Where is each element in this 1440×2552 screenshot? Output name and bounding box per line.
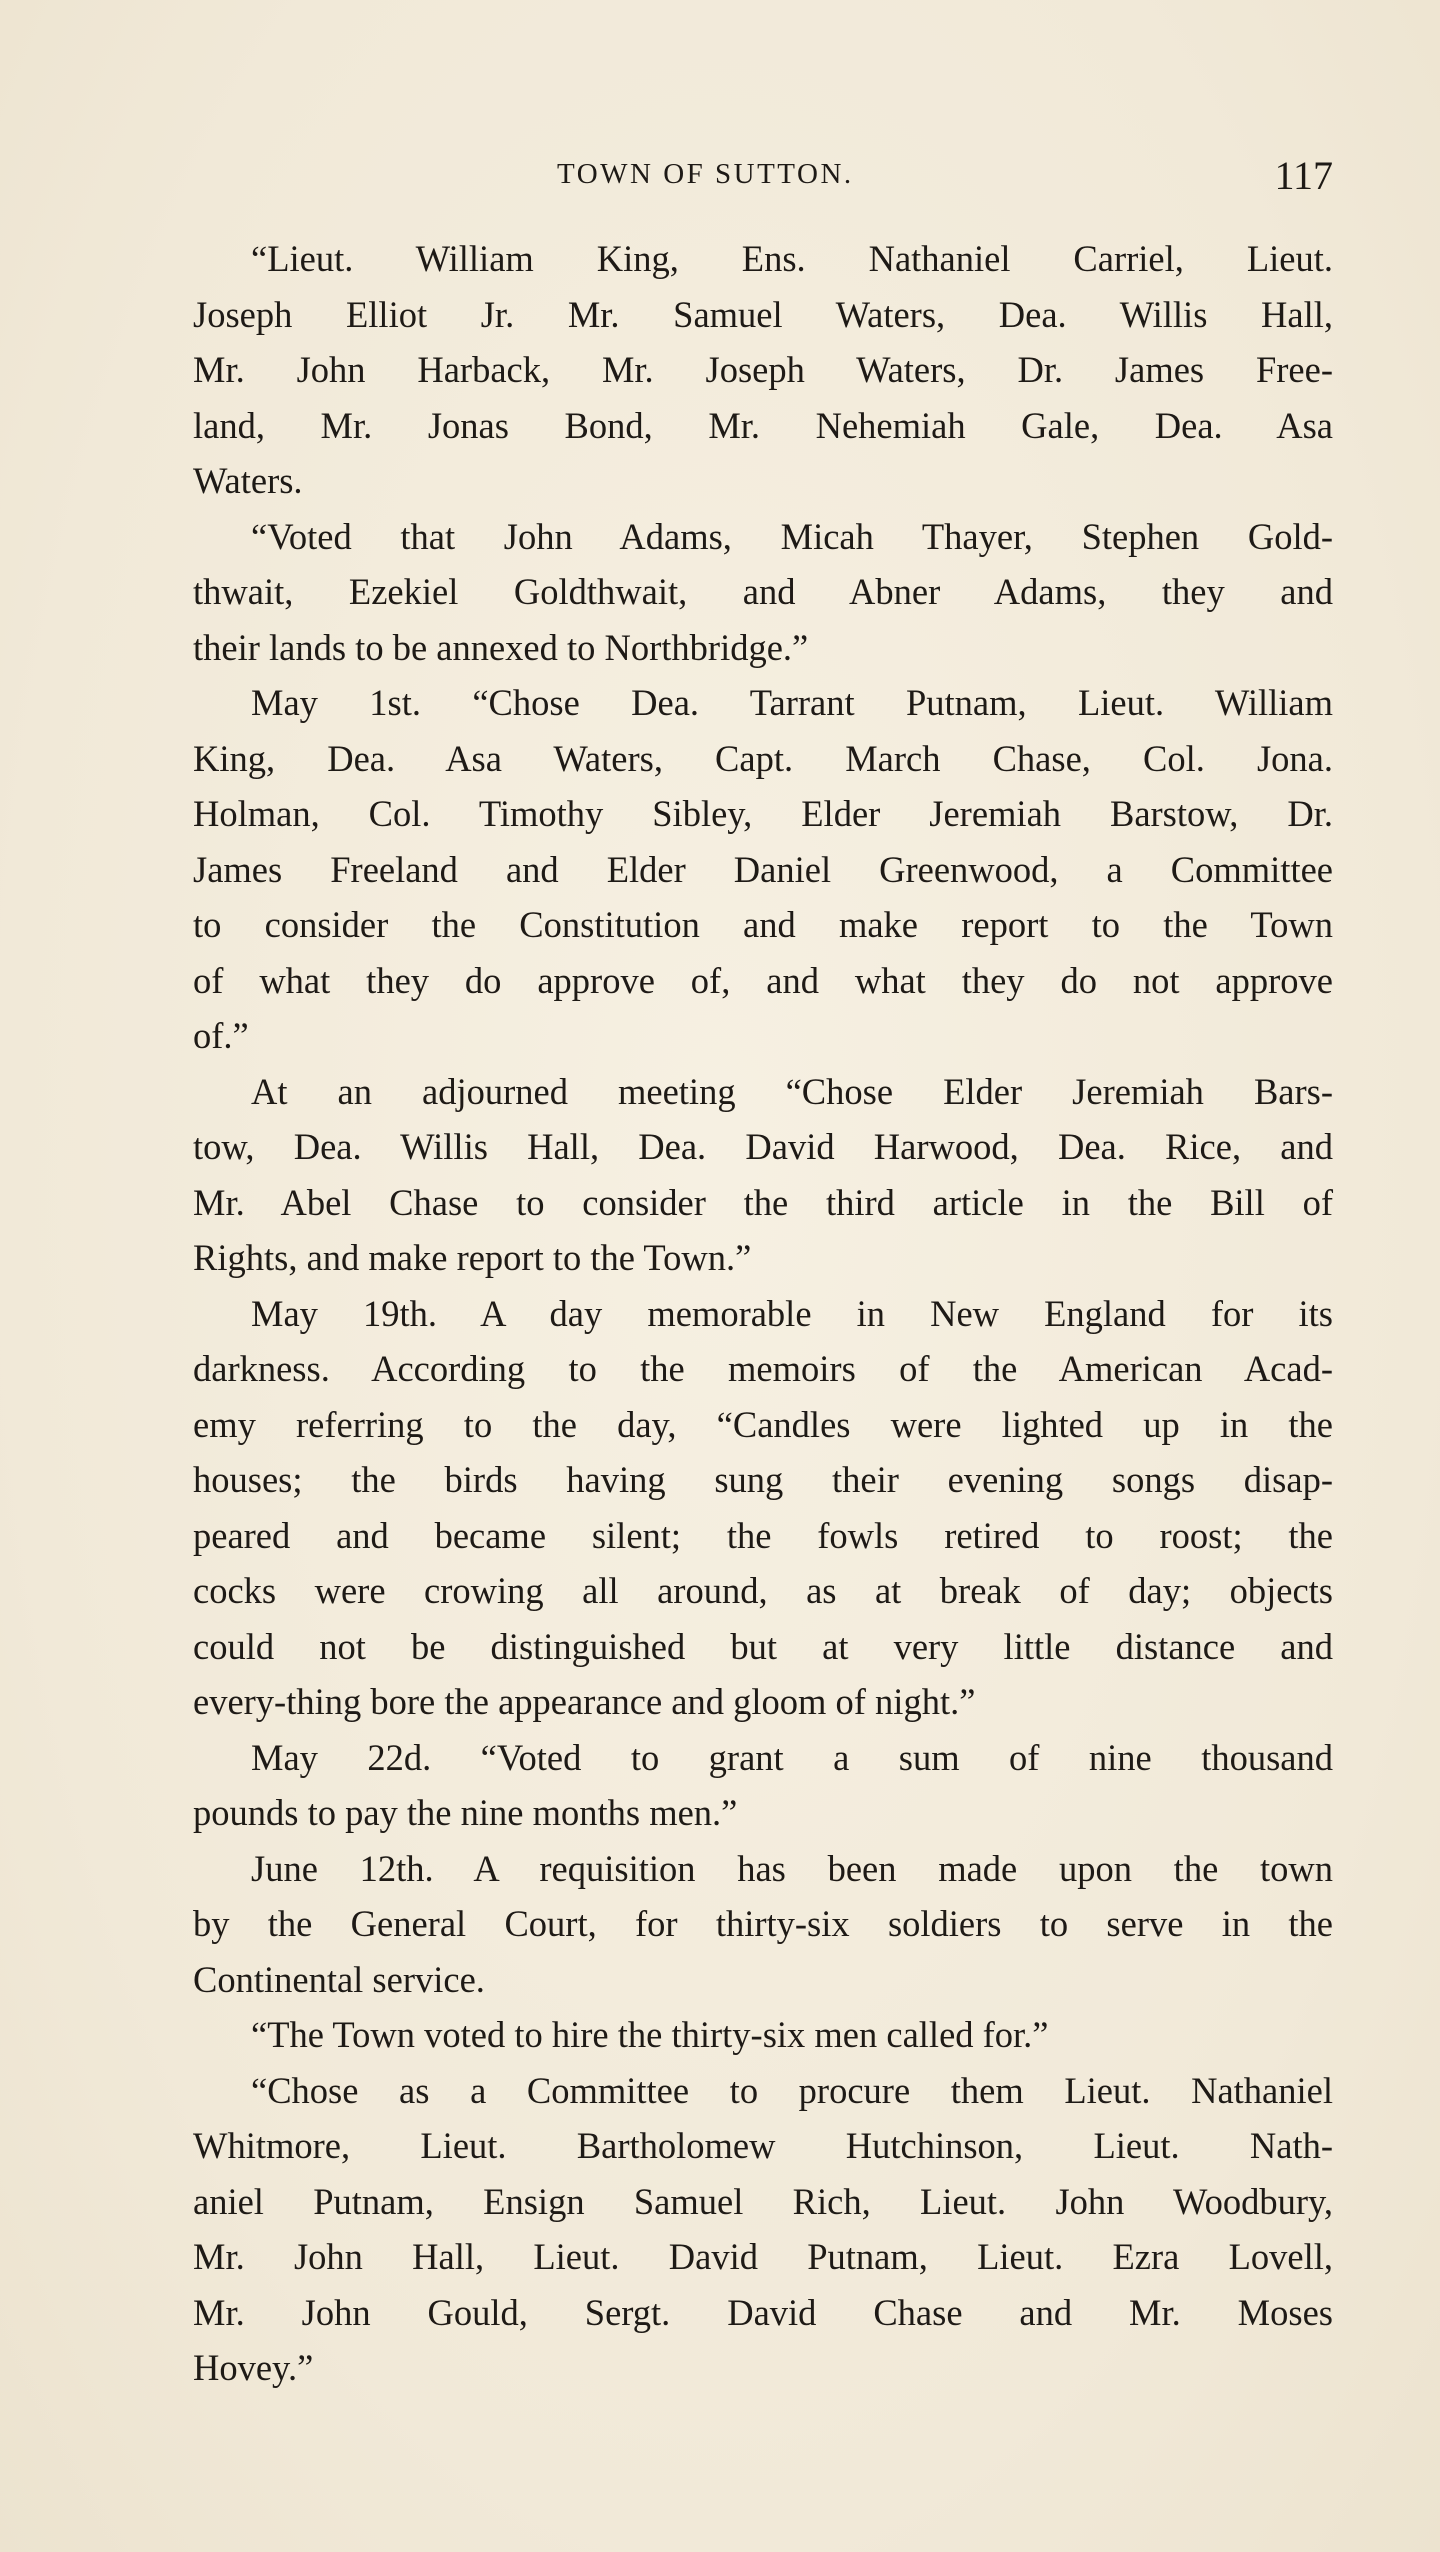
text-line: thwait, Ezekiel Goldthwait, and Abner Adams, they and bbox=[193, 571, 1333, 612]
text-line: “The Town voted to hire the thirty-six men called for.” bbox=[251, 2014, 1049, 2055]
text-line: cocks were crowing all around, as at break of day; objects bbox=[193, 1570, 1333, 1611]
text-line: “Lieut. William King, Ens. Nathaniel Carriel, Lieut. bbox=[251, 238, 1333, 279]
text-line: tow, Dea. Willis Hall, Dea. David Harwood, Dea. Rice, and bbox=[193, 1126, 1333, 1167]
text-line: “Chose as a Committee to procure them Lieut. Nathaniel bbox=[251, 2069, 1333, 2111]
text-line: King, Dea. Asa Waters, Capt. March Chase, Col. Jona. bbox=[193, 737, 1333, 779]
text-line: Continental service. bbox=[193, 1958, 485, 2000]
text-line: pounds to pay the nine months men.” bbox=[193, 1792, 738, 1833]
text-line: by the General Court, for thirty-six soldiers to serve in the bbox=[193, 1903, 1333, 1944]
text-line: Mr. Abel Chase to consider the third article in the Bill of bbox=[193, 1181, 1333, 1223]
text-line: Joseph Elliot Jr. Mr. Samuel Waters, Dea. Willis Hall, bbox=[193, 293, 1333, 335]
page-number: 117 bbox=[1274, 153, 1333, 198]
text-line: their lands to be annexed to Northbridge.” bbox=[193, 626, 809, 668]
text-line: Whitmore, Lieut. Bartholomew Hutchinson, Lieut. Nath- bbox=[193, 2125, 1333, 2166]
text-line: June 12th. A requisition has been made upon the town bbox=[251, 1847, 1333, 1889]
text-line: James Freeland and Elder Daniel Greenwood, a Committee bbox=[193, 848, 1333, 890]
text-line: emy referring to the day, “Candles were lighted up in the bbox=[193, 1403, 1333, 1445]
text-line: to consider the Constitution and make report to the Town bbox=[193, 904, 1333, 945]
text-line: Hovey.” bbox=[193, 2347, 314, 2388]
text-line: “Voted that John Adams, Micah Thayer, Stephen Gold- bbox=[251, 515, 1333, 557]
text-line: Holman, Col. Timothy Sibley, Elder Jeremiah Barstow, Dr. bbox=[193, 793, 1333, 834]
text-line: May 19th. A day memorable in New England for its bbox=[251, 1292, 1333, 1334]
text-line: of what they do approve of, and what they do not approve bbox=[193, 959, 1333, 1001]
text-line: At an adjourned meeting “Chose Elder Jeremiah Bars- bbox=[251, 1070, 1333, 1112]
body-text bbox=[193, 231, 1333, 2396]
running-head bbox=[193, 152, 1333, 202]
text-line: Mr. John Gould, Sergt. David Chase and Mr. Moses bbox=[193, 2291, 1333, 2333]
text-line: peared and became silent; the fowls retired to roost; the bbox=[193, 1514, 1333, 1556]
text-line: May 22d. “Voted to grant a sum of nine thousand bbox=[251, 1736, 1333, 1778]
running-title: TOWN OF SUTTON. bbox=[557, 158, 854, 190]
text-line: of.” bbox=[193, 1015, 249, 1056]
text-line: May 1st. “Chose Dea. Tarrant Putnam, Lieut. William bbox=[251, 682, 1333, 723]
text-line: Mr. John Harback, Mr. Joseph Waters, Dr. James Free- bbox=[193, 349, 1333, 390]
text-line: could not be distinguished but at very little distance and bbox=[193, 1625, 1333, 1667]
text-line: Mr. John Hall, Lieut. David Putnam, Lieut. Ezra Lovell, bbox=[193, 2236, 1333, 2277]
text-line: Rights, and make report to the Town.” bbox=[193, 1237, 752, 1278]
text-line: Waters. bbox=[193, 460, 303, 501]
text-line: aniel Putnam, Ensign Samuel Rich, Lieut. John Woodbury, bbox=[193, 2180, 1333, 2222]
text-line: every-thing bore the appearance and gloom of night.” bbox=[193, 1681, 976, 1722]
text-line: houses; the birds having sung their evening songs disap- bbox=[193, 1459, 1333, 1500]
text-line: land, Mr. Jonas Bond, Mr. Nehemiah Gale, Dea. Asa bbox=[193, 404, 1333, 446]
text-line: darkness. According to the memoirs of the American Acad- bbox=[193, 1348, 1333, 1389]
